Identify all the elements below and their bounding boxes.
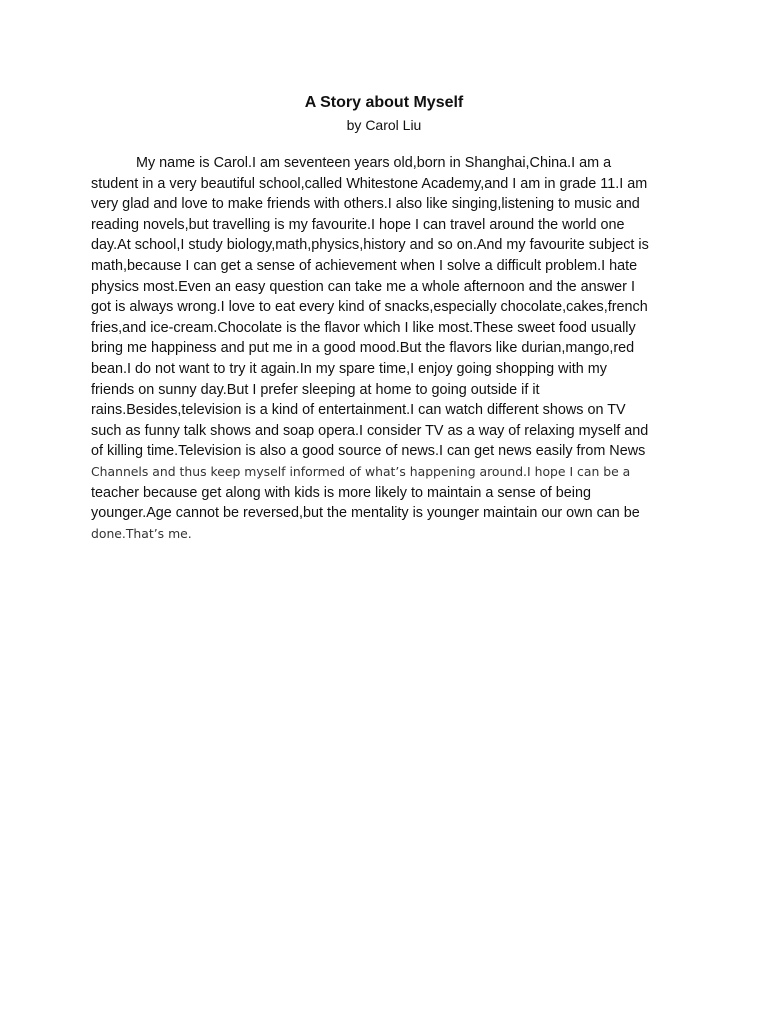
paragraph-line: rains.Besides,television is a kind of entertainment.I can watch different shows on TV [91,402,626,419]
paragraph-line: younger.Age cannot be reversed,but the mentality is younger maintain our own can be [91,505,640,522]
document-title: A Story about Myself [304,94,464,111]
paragraph-line: of killing time.Television is also a good source of news.I can get news easily from News [91,443,646,460]
paragraph-line: such as funny talk shows and soap opera.I consider TV as a way of relaxing myself and [91,422,649,439]
paragraph-line: friends on sunny day.But I prefer sleeping at home to going outside if it [91,381,540,398]
paragraph-line: bean.I do not want to try it again.In my spare time,I enjoy going shopping with my [91,360,607,377]
paragraph-line: done.That’s me. [91,525,192,541]
document-byline: by Carol Liu [346,117,422,133]
paragraph-line: got is always wrong.I love to eat every kind of snacks,especially chocolate,cakes,french [91,299,648,316]
paragraph-line: physics most.Even an easy question can take me a whole afternoon and the answer I [91,278,635,295]
paragraph-line: teacher because get along with kids is more likely to maintain a sense of being [91,484,591,501]
paragraph-line: reading novels,but travelling is my favourite.I hope I can travel around the world one [91,216,625,233]
paragraph-line: very glad and love to make friends with others.I also like singing,listening to music and [91,196,640,213]
paragraph-line: day.At school,I study biology,math,physics,history and so on.And my favourite subject is [91,237,649,254]
paragraph-line: student in a very beautiful school,called Whitestone Academy,and I am in grade 11.I am [91,175,648,192]
paragraph-line: My name is Carol.I am seventeen years old,born in Shanghai,China.I am a [136,155,612,171]
paragraph-line: bring me happiness and put me in a good mood.But the flavors like durian,mango,red [91,340,635,357]
story-paragraph [91,153,691,544]
paragraph-line: fries,and ice-cream.Chocolate is the flavor which I like most.These sweet food usually [91,319,636,336]
paragraph-line: Channels and thus keep myself informed of what’s happening around.I hope I can be a [91,463,631,479]
paragraph-line: math,because I can get a sense of achievement when I solve a difficult problem.I hate [91,257,638,274]
